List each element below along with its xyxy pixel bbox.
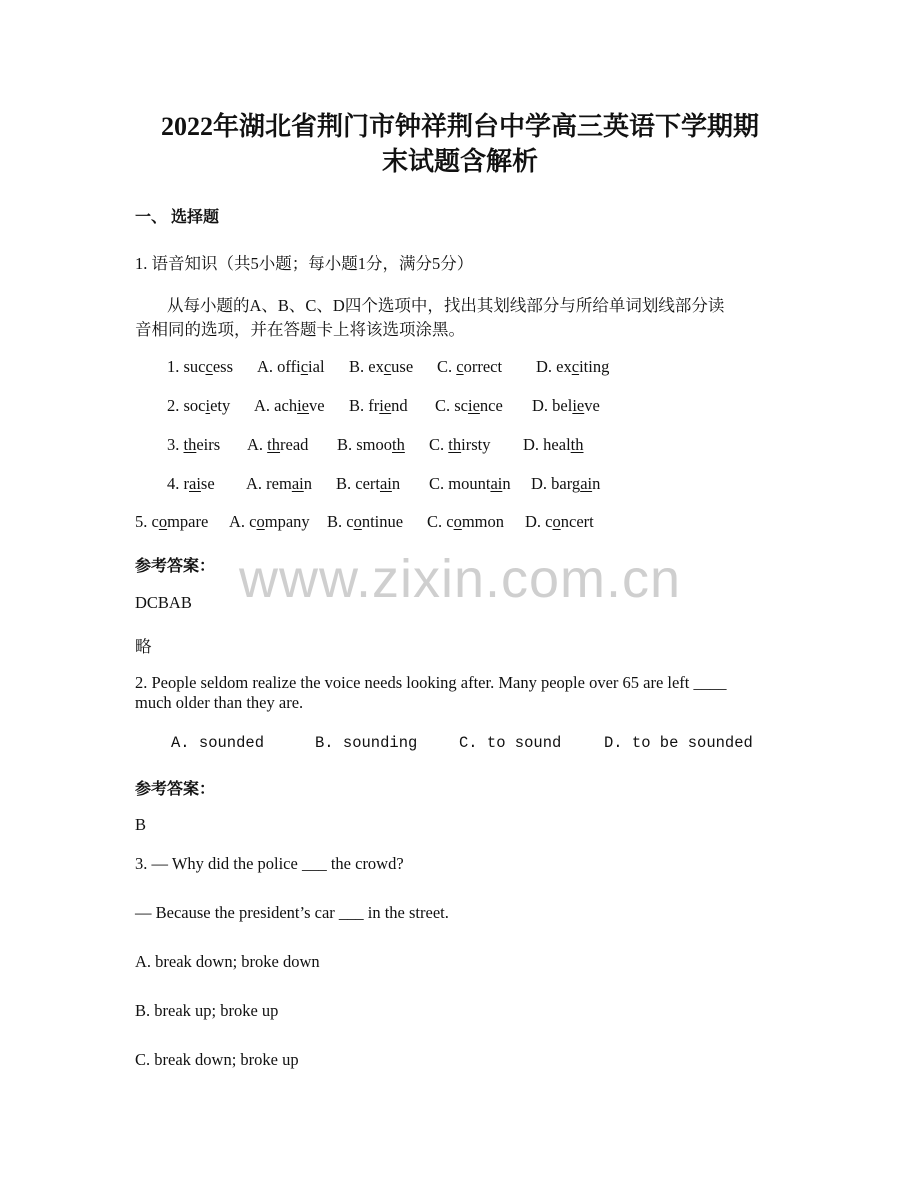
q1-row-4-option-d: D. bargain	[531, 474, 601, 493]
q1-row-2-option-b: B. friend	[349, 396, 408, 415]
q3-stem-line-2: — Because the president’s car ___ in the street.	[135, 903, 449, 922]
q1-row-5-option-c: C. common	[427, 512, 505, 531]
q1-row-1-option-a: A. official	[257, 357, 325, 376]
q1-row-2-option-d: D. believe	[532, 396, 600, 415]
q2-option-b: B. sounding	[315, 734, 418, 752]
q1-row-2-stem: 2. society	[167, 396, 231, 415]
q3-option-c: C. break down; broke up	[135, 1050, 299, 1069]
q1-row-3-option-b: B. smooth	[337, 435, 405, 454]
q1-row-4-option-b: B. certain	[336, 474, 401, 493]
q1-row-3-option-a: A. thread	[247, 435, 309, 454]
q2-answer: B	[135, 815, 147, 834]
q1-row-2-option-a: A. achieve	[254, 396, 325, 415]
q2-answer-label: 参考答案：	[135, 781, 216, 798]
q3-option-b: B. break up; broke up	[135, 1001, 279, 1020]
q1-row-3-stem: 3. theirs	[167, 435, 221, 454]
page-title-line-1: 2022年湖北省荆门市钟祥荆台中学高三英语下学期期	[160, 112, 759, 141]
q1-note: 略	[135, 637, 152, 656]
q2-option-d: D. to be sounded	[604, 734, 753, 752]
q1-row-5-option-a: A. company	[229, 512, 310, 531]
q1-answer: DCBAB	[135, 593, 192, 612]
q2-stem-line-2: much older than they are.	[135, 693, 304, 712]
section-heading: 一、 选择题	[135, 209, 220, 226]
q1-row-5-option-b: B. continue	[327, 512, 404, 531]
q1-header: 1. 语音知识（共5小题；每小题1分，满分5分）	[135, 254, 474, 273]
q2-option-c: C. to sound	[459, 734, 562, 752]
q3-stem-line-1: 3. — Why did the police ___ the crowd?	[135, 854, 404, 873]
q1-answer-label: 参考答案：	[135, 558, 216, 575]
q1-instruction-line-1: 从每小题的A、B、C、D四个选项中，找出其划线部分与所给单词划线部分读	[167, 296, 725, 315]
q1-row-1-option-d: D. exciting	[536, 357, 610, 376]
q1-row-5-option-d: D. concert	[525, 512, 594, 531]
q1-instruction-line-2: 音相同的选项，并在答题卡上将该选项涂黑。	[135, 320, 465, 339]
q1-row-2-option-c: C. science	[435, 396, 503, 415]
q2-option-a: A. sounded	[171, 734, 265, 752]
q3-option-a: A. break down; broke down	[135, 952, 320, 971]
q2-stem-line-1: 2. People seldom realize the voice needs looking after. Many people over 65 are left ____	[135, 673, 727, 692]
q1-row-1-option-b: B. excuse	[349, 357, 414, 376]
page-title-line-2: 末试题含解析	[381, 147, 538, 176]
watermark: www.zixin.com.cn	[238, 549, 682, 609]
q1-row-4-stem: 4. raise	[167, 474, 215, 493]
q1-row-1-option-c: C. correct	[437, 357, 503, 376]
q1-row-5-stem: 5. compare	[135, 512, 209, 531]
q1-row-4-option-c: C. mountain	[429, 474, 511, 493]
q1-row-3-option-d: D. health	[523, 435, 584, 454]
q1-row-1-stem: 1. success	[167, 357, 233, 376]
q1-row-4-option-a: A. remain	[246, 474, 312, 493]
q1-row-3-option-c: C. thirsty	[429, 435, 491, 454]
